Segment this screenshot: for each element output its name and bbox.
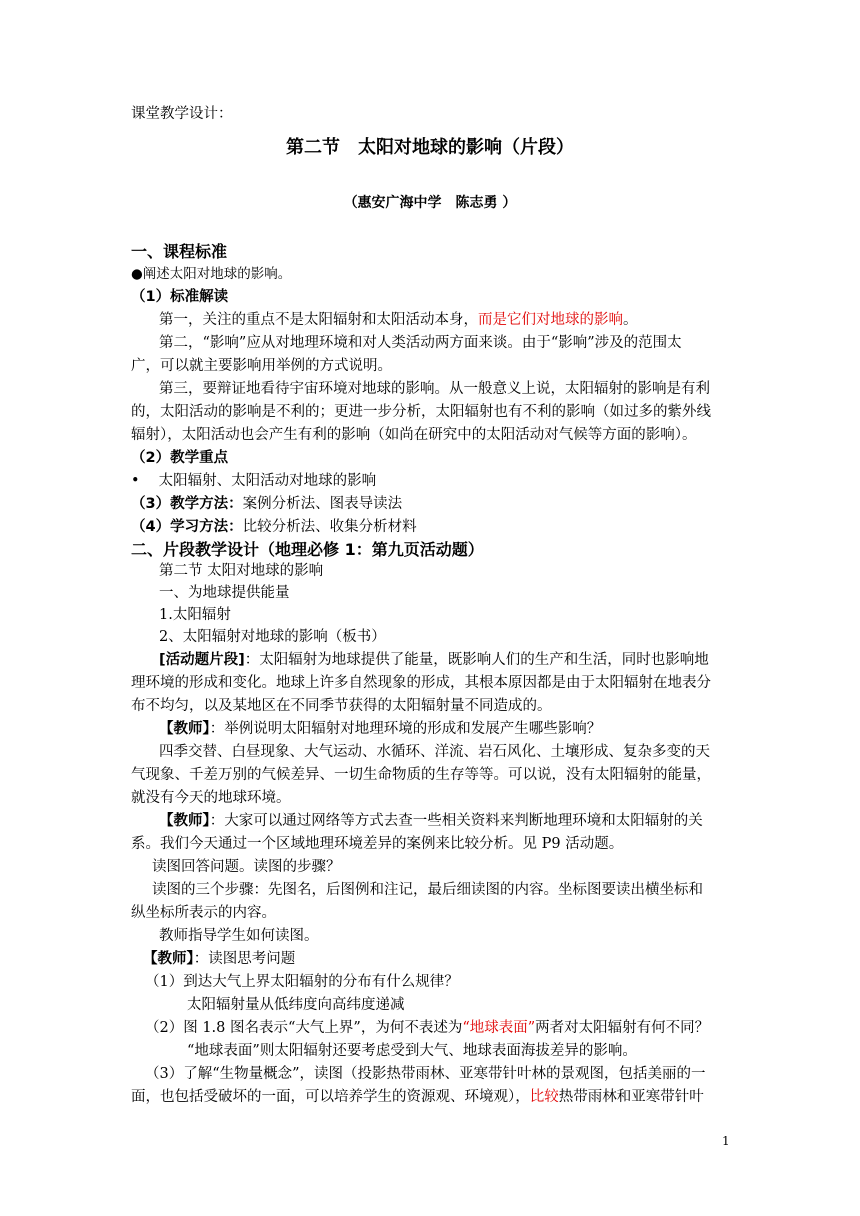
learning-method-line	[131, 517, 417, 539]
teacher-question-1	[159, 719, 601, 741]
learning-method-text: 比较分析法、收集分析材料	[242, 519, 417, 535]
question-3-text: 面，也包括受破坏的一面，可以培养学生的资源观、环境观），	[131, 1089, 530, 1105]
paragraph-2-line-1: 第二，“影响”应从对地理环境和对人类活动两方面来谈。由于“影响”涉及的范围太	[159, 335, 682, 351]
teacher-statement-3	[143, 949, 295, 971]
page-title: 第二节 太阳对地球的影响（片段）	[286, 137, 574, 158]
outline-line-2: 一、为地球提供能量	[159, 585, 290, 601]
activity-text: ：太阳辐射为地球提供了能量，既影响人们的生产和生活，同时也影响地	[244, 652, 709, 668]
teacher-statement-2-line-2: 系。我们今天通过一个区域地理环境差异的案例来比较分析。见 P9 活动题。	[131, 836, 624, 852]
question-2	[145, 1018, 709, 1040]
paragraph-1	[159, 310, 638, 332]
activity-label: [活动题片段]	[159, 652, 245, 668]
subheading-teaching-focus: （2）教学重点	[131, 450, 229, 466]
outline-line-1: 第二节 太阳对地球的影响	[159, 563, 324, 579]
page-number: 1	[722, 1134, 730, 1148]
teacher-statement-3-text: ：读图思考问题	[193, 951, 296, 967]
paragraph-1-text: 第一，关注的重点不是太阳辐射和太阳活动本身，	[159, 312, 478, 328]
teacher-statement-2	[159, 811, 703, 833]
paragraph-1-highlight: 而是它们对地球的影响	[478, 312, 623, 328]
standard-bullet: ●阐述太阳对地球的影响。	[131, 266, 292, 282]
outline-line-4: 2、太阳辐射对地球的影响（板书）	[159, 629, 386, 645]
answer-1-line-3: 就没有今天的地球环境。	[131, 790, 291, 806]
question-2-text: （2）图 1.8 图名表示“大气上界”，为何不表述为	[145, 1020, 463, 1036]
paragraph-3-line-3: 辐射），太阳活动也会产生有利的影响（如尚在研究中的太阳活动对气候等方面的影响）。	[131, 427, 697, 443]
teacher-label: 【教师】	[159, 721, 210, 737]
teaching-focus-bullet: • 太阳辐射、太阳活动对地球的影响	[131, 473, 377, 489]
paragraph-1-end: 。	[623, 312, 638, 328]
subheading-standard-interpretation: （1）标准解读	[131, 289, 229, 305]
teacher-statement-2-text: ：大家可以通过网络等方式去查一些相关资料来判断地理环境和太阳辐射的关	[209, 813, 703, 829]
header-label: 课堂教学设计：	[131, 106, 233, 122]
reading-answer-line-2: 纵坐标所表示的内容。	[131, 905, 276, 921]
paragraph-2-line-2: 广，可以就主要影响用举例的方式说明。	[131, 358, 392, 374]
answer-1-line-2: 气现象、千差万别的气候差异、一切生命物质的生存等等。可以说，没有太阳辐射的能量，	[131, 767, 711, 783]
outline-line-3: 1.太阳辐射	[159, 607, 231, 623]
answer-1-line-1: 四季交替、白昼现象、大气运动、水循环、洋流、岩石风化、土壤形成、复杂多变的天	[159, 744, 710, 760]
section-2-heading: 二、片段教学设计（地理必修 1：第九页活动题）	[131, 540, 484, 559]
question-3-line-1: （3）了解“生物量概念”，读图（投影热带雨林、亚寒带针叶林的景观图，包括美丽的一	[145, 1066, 706, 1082]
teacher-guidance: 教师指导学生如何读图。	[159, 928, 319, 944]
teacher-question-1-text: ：举例说明太阳辐射对地理环境的形成和发展产生哪些影响？	[209, 721, 602, 737]
question-3-highlight: 比较	[529, 1089, 559, 1105]
learning-method-label: （4）学习方法：	[131, 519, 243, 535]
paragraph-3-line-2: 的，太阳活动的影响是不利的；更进一步分析，太阳辐射也有不利的影响（如过多的紫外线	[131, 404, 711, 420]
question-3-line-2	[131, 1087, 704, 1109]
teaching-method-line	[131, 494, 402, 516]
section-1-heading: 一、课程标准	[131, 242, 228, 261]
teacher-label: 【教师】	[143, 951, 194, 967]
teacher-label: 【教师】	[159, 813, 210, 829]
question-3-end: 热带雨林和亚寒带针叶	[558, 1089, 704, 1105]
paragraph-3-line-1: 第三，要辩证地看待宇宙环境对地球的影响。从一般意义上说，太阳辐射的影响是有利	[159, 381, 710, 397]
teaching-method-label: （3）教学方法：	[131, 496, 243, 512]
question-1: （1）到达大气上界太阳辐射的分布有什么规律？	[145, 974, 459, 990]
question-2-answer: “地球表面”则太阳辐射还要考虑受到大气、地球表面海拔差异的影响。	[187, 1043, 637, 1059]
question-1-answer: 太阳辐射量从低纬度向高纬度递减	[187, 997, 405, 1013]
question-2-end: 两者对太阳辐射有何不同？	[535, 1020, 710, 1036]
reading-question: 读图回答问题。读图的步骤？	[152, 859, 341, 875]
author-line: （惠安广海中学 陈志勇 ）	[343, 195, 517, 211]
question-2-highlight: “地球表面”	[462, 1020, 536, 1036]
teaching-method-text: 案例分析法、图表导读法	[242, 496, 403, 512]
activity-line-1	[159, 650, 709, 672]
activity-line-3: 布不均匀，以及某地区在不同季节获得的太阳辐射量不同造成的。	[131, 698, 552, 714]
reading-answer-line-1: 读图的三个步骤：先图名，后图例和注记，最后细读图的内容。坐标图要读出横坐标和	[152, 882, 703, 898]
activity-line-2: 理环境的形成和变化。地球上许多自然现象的形成，其根本原因都是由于太阳辐射在地表分	[131, 675, 711, 691]
